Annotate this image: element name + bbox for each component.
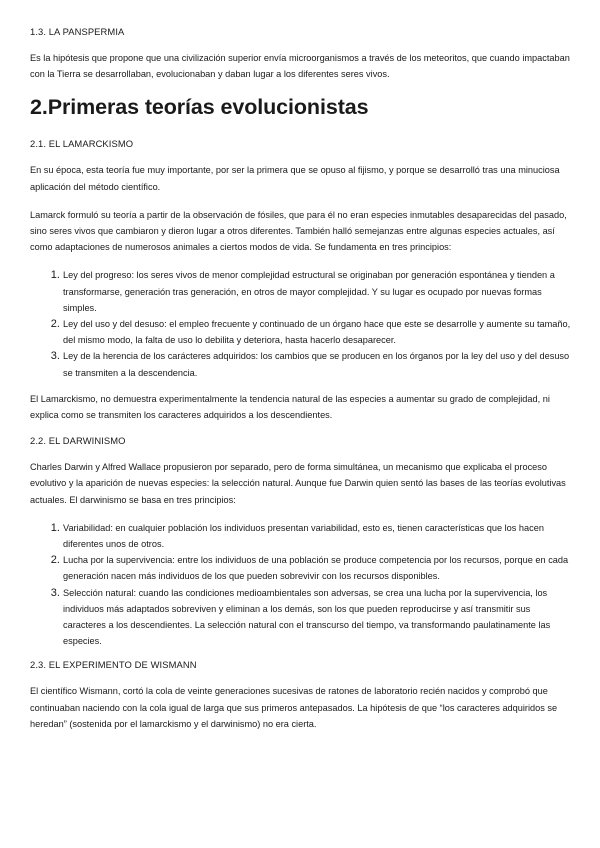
lamarckismo-principles-list xyxy=(30,267,574,380)
section-heading-darwinismo: 2.2. EL DARWINISMO xyxy=(30,435,126,447)
lamarckismo-paragraph-3: El Lamarckismo, no demuestra experimentalmente la tendencia natural de las especies a aumentar su grado de complejidad, ni explica como se transmiten los caracteres adquiridos a los descendientes. xyxy=(30,393,550,421)
section-heading-panspermia: 1.3. LA PANSPERMIA xyxy=(30,26,125,37)
list-item: 1. Ley del progreso: los seres vivos de menor complejidad estructural se originaban por generación espontánea y tienden a transformarse, generación tras generación, en otros de mayor complejidad. Y su lugar es ocupado por nuevas formas simples. xyxy=(63,267,574,316)
darwinismo-principles-list xyxy=(30,520,574,650)
list-item: 3. Selección natural: cuando las condiciones medioambientales son adversas, se crea una lucha por la supervivencia, los individuos más adaptados sobreviven y eliminan a los demás, son los que pueden reproducirse y así transmitir sus caracteres a los descendientes. La selección natural con el transcurso del tiempo, va transformando paulatinamente las especies. xyxy=(63,585,574,650)
section-heading-wismann: 2.3. EL EXPERIMENTO DE WISMANN xyxy=(30,659,197,671)
chapter-title: 2.Primeras teorías evolucionistas xyxy=(30,95,369,120)
lamarckismo-paragraph-2: Lamarck formuló su teoría a partir de la observación de fósiles, que para él no eran especies inmutables desaparecidas del pasado, sino seres vivos que cambiaron y dieron lugar a otros diferentes. También halló semejanzas entre algunas especies actuales, así como adaptaciones de numerosos animales a ciertos modos de vida. Se fundamenta en tres principios: xyxy=(30,209,567,253)
lamarckismo-paragraph-1: En su época, esta teoría fue muy importante, por ser la primera que se opuso al fijismo, y porque se desarrolló tras una minuciosa aplicación del método científico. xyxy=(30,165,560,192)
darwinismo-paragraph-1: Charles Darwin y Alfred Wallace propusieron por separado, pero de forma simultánea, un mecanismo que explicaba el proceso evolutivo y la aparición de nuevas especies: la selección natural. Aunque fue Darwin quien sentó las bases de las teorías evolutivas actuales. El darwinismo se basa en tres principios: xyxy=(30,462,566,505)
list-item: 1. Variabilidad: en cualquier población los individuos presentan variabilidad, esto es, tienen características que los hacen diferentes unos de otros. xyxy=(63,520,574,552)
panspermia-paragraph: Es la hipótesis que propone que una civilización superior envía microorganismos a través de los meteoritos, que cuando impactaban con la Tierra se desarrollaban, evolucionaban y daban lugar a los diferentes seres vivos. xyxy=(30,53,570,80)
list-item: 2. Lucha por la supervivencia: entre los individuos de una población se produce competencia por los recursos, porque en cada generación nacen más individuos de los que pueden sobrevivir con los recursos disponibles. xyxy=(63,552,574,584)
list-item: 3. Ley de la herencia de los carácteres adquiridos: los cambios que se producen en los órganos por la ley del uso y del desuso se transmiten a la descendencia. xyxy=(63,348,574,380)
list-item: 2. Ley del uso y del desuso: el empleo frecuente y continuado de un órgano hace que este se desarrolle y aumente su tamaño, del mismo modo, la falta de uso lo debilita y deteriora, hasta hacerlo desaparecer. xyxy=(63,316,574,348)
wismann-paragraph: El científico Wismann, cortó la cola de veinte generaciones sucesivas de ratones de laboratorio recién nacidos y comprobó que continuaban naciendo con la cola igual de larga que sus primeros antepasados. La hipótesis de que “los caracteres adquiridos se heredan” (sostenida por el lamarckismo y el darwinismo) no era cierta. xyxy=(30,686,558,729)
document-content xyxy=(30,26,574,744)
section-heading-lamarckismo: 2.1. EL LAMARCKISMO xyxy=(30,138,134,150)
